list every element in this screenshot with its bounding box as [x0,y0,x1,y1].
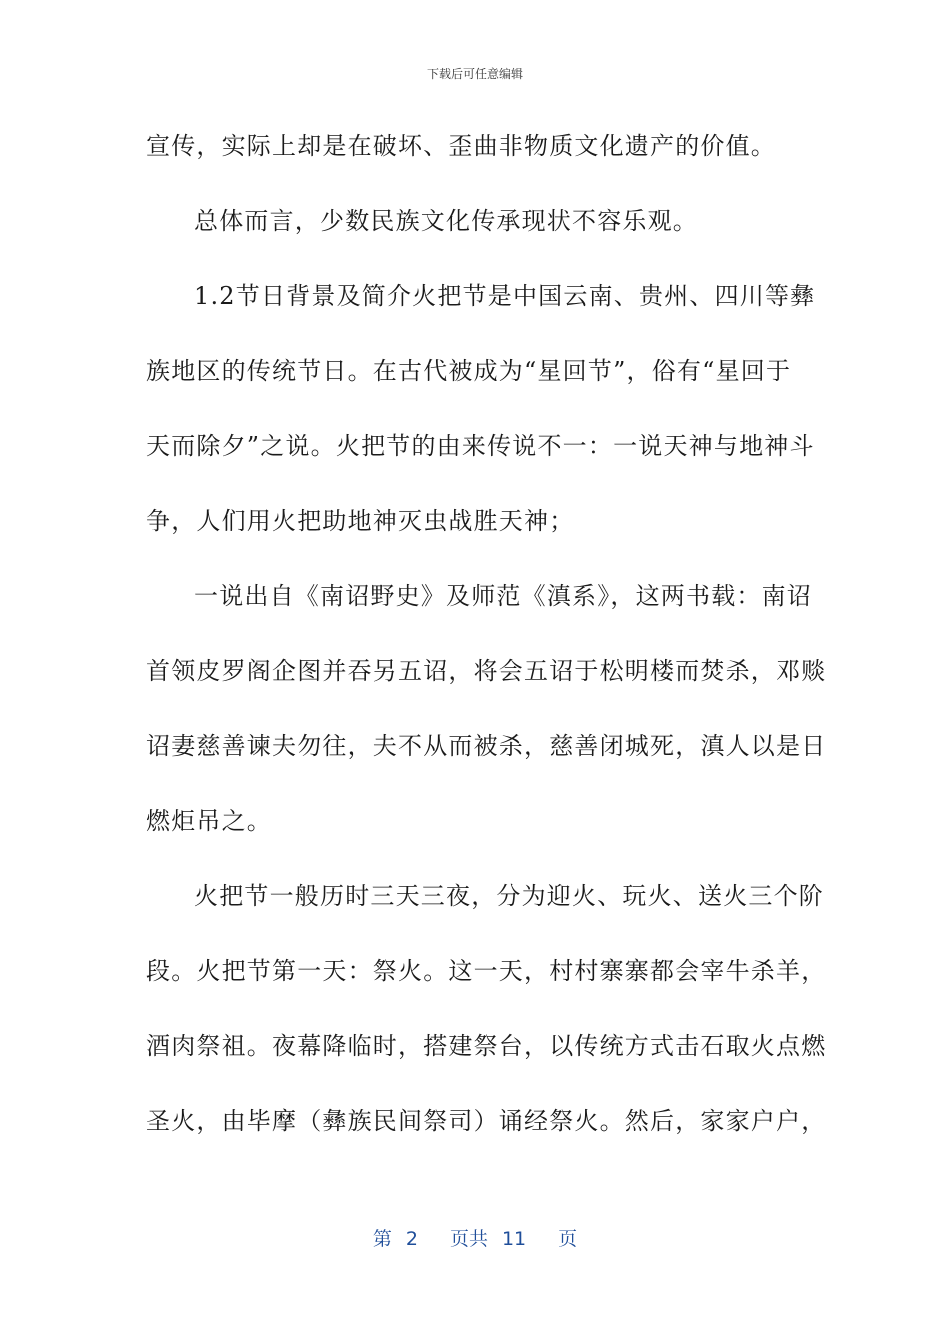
paragraph-line: 火把节一般历时三天三夜，分为迎火、玩火、送火三个阶 [194,882,824,910]
document-body [146,124,827,1174]
page-footer [0,1226,950,1252]
text-line: 宣传，实际上却是在破坏、歪曲非物质文化遗产的价值。 [146,132,776,160]
paragraph-line: 1.2节日背景及简介火把节是中国云南、贵州、四川等彝 [194,282,816,310]
text-line: 族地区的传统节日。在古代被成为“星回节”，俗有“星回于 [146,357,792,385]
text-line: 天而除夕”之说。火把节的由来传说不一：一说天神与地神斗 [146,432,815,460]
text-line: 争，人们用火把助地神灭虫战胜天神； [146,507,575,535]
page-number: 2 [405,1228,418,1250]
page-middle: 页共 [449,1228,488,1250]
text-line: 酒肉祭祖。夜幕降临时，搭建祭台，以传统方式击石取火点燃 [146,1032,827,1060]
text-line: 圣火，由毕摩（彝族民间祭司）诵经祭火。然后，家家户户， [146,1107,827,1135]
text-line: 段。火把节第一天：祭火。这一天，村村寨寨都会宰牛杀羊， [146,957,827,985]
text-line: 首领皮罗阁企图并吞另五诏，将会五诏于松明楼而焚杀，邓赕 [146,657,827,685]
page-header: 下载后可任意编辑 [426,67,523,81]
page-total: 11 [501,1228,527,1250]
paragraph-line: 一说出自《南诏野史》及师范《滇系》，这两书载：南诏 [194,582,812,610]
paragraph-line: 总体而言，少数民族文化传承现状不容乐观。 [194,207,698,235]
page-suffix: 页 [558,1228,578,1250]
page-prefix: 第 [372,1228,392,1250]
text-line: 诏妻慈善谏夫勿往，夫不从而被杀，慈善闭城死，滇人以是日 [146,732,827,760]
text-line: 燃炬吊之。 [146,807,272,835]
